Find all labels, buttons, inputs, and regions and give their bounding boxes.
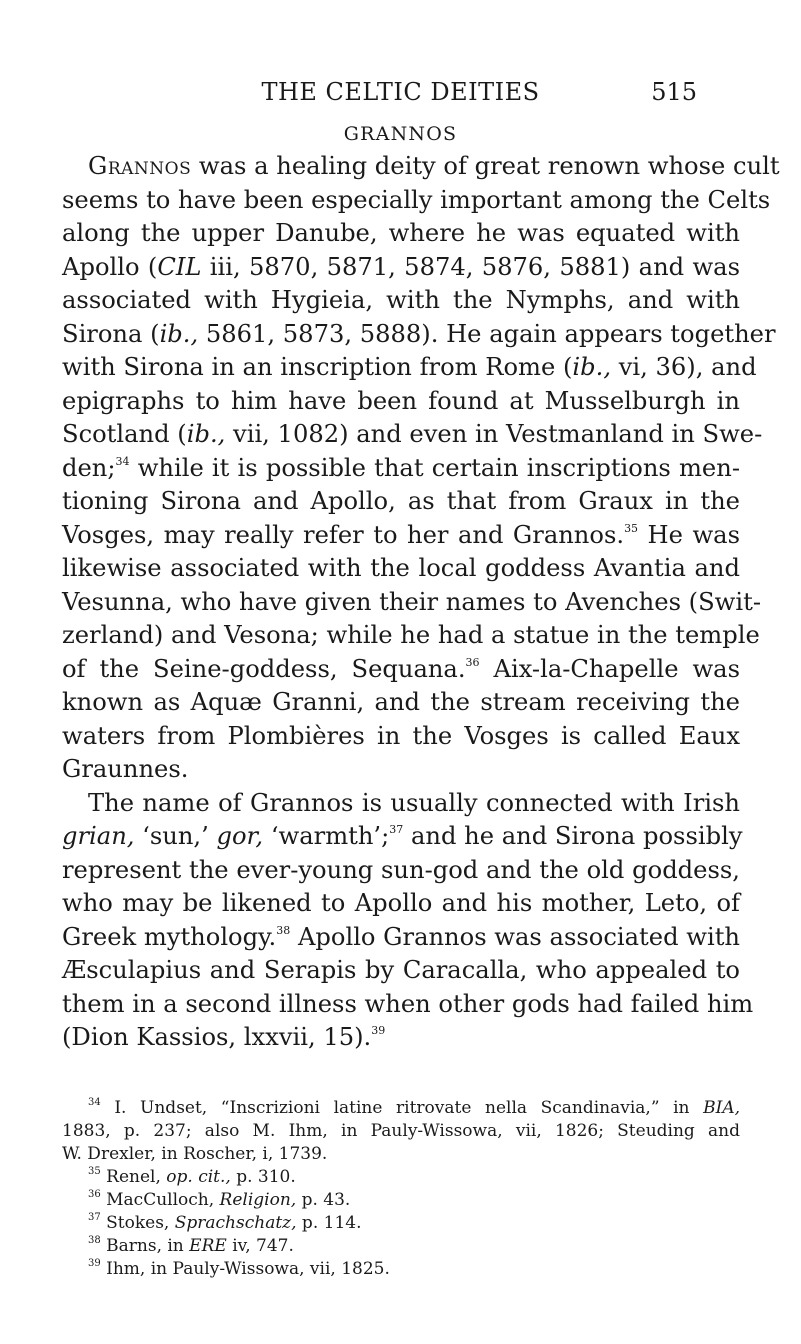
text-span: Greek mythology. xyxy=(62,922,277,951)
footnote-ref: 35 xyxy=(624,521,639,535)
footnote-35 xyxy=(62,1166,740,1189)
footnote-34 xyxy=(62,1097,740,1120)
footnote-ref: 39 xyxy=(371,1024,386,1037)
text-span: Apollo Grannos was associated with xyxy=(290,922,740,951)
footnotes xyxy=(62,1097,740,1281)
text-span: den; xyxy=(62,453,116,482)
text-line: Vesunna, who have given their names to Avenches (Swit- xyxy=(62,587,762,616)
text-span: ‘warmth’; xyxy=(263,822,390,850)
text-span: Sirona ( xyxy=(62,319,160,348)
footnote-36 xyxy=(62,1189,740,1212)
footnote-number: 35 xyxy=(88,1166,101,1177)
italic-span: CIL xyxy=(157,252,202,281)
text-line xyxy=(62,251,740,285)
text-span: Vosges, may really refer to her and Grannos. xyxy=(62,520,625,549)
text-line: Graunnes. xyxy=(62,755,189,783)
section-title: GRANNOS xyxy=(343,123,458,145)
text-span: Renel, xyxy=(100,1167,167,1187)
text-span: 5861, 5873, 5888). He again appears together xyxy=(198,319,776,348)
text-span: Stokes, xyxy=(100,1213,175,1233)
text-span: Barns, in xyxy=(100,1236,190,1256)
text-span: Apollo ( xyxy=(62,252,158,281)
running-title: THE CELTIC DEITIES xyxy=(261,78,540,106)
text-span: with Sirona in an inscription from Rome ( xyxy=(62,353,573,381)
italic-span: ib., xyxy=(572,353,612,381)
footnote-38 xyxy=(62,1235,740,1258)
text-line xyxy=(62,418,763,452)
footnote-34-line-2: 1883, p. 237; also M. Ihm, in Pauly-Wissowa, vii, 1826; Steuding and xyxy=(62,1121,740,1141)
text-line: zerland) and Vesona; while he had a statue in the temple xyxy=(62,621,760,649)
italic-span: gor, xyxy=(216,822,264,850)
text-span: Scotland ( xyxy=(62,420,187,448)
footnote-ref: 34 xyxy=(115,454,130,468)
text-line: The name of Grannos is usually connected with Irish xyxy=(88,788,740,817)
text-span: I. Undset, “Inscrizioni latine ritrovate nella Scandinavia,” in xyxy=(100,1098,704,1118)
footnote-number: 36 xyxy=(88,1189,101,1200)
text-line xyxy=(62,921,740,955)
text-span: vii, 1082) and even in Vestmanland in Swe- xyxy=(225,420,763,448)
footnote-34-line-3: W. Drexler, in Roscher, i, 1739. xyxy=(62,1144,328,1164)
text-line: tioning Sirona and Apollo, as that from Graux in the xyxy=(62,487,740,515)
text-span: He was xyxy=(638,520,740,549)
text-line: Æsculapius and Serapis by Caracalla, who appealed to xyxy=(62,956,740,984)
text-line xyxy=(62,351,757,385)
page-number: 515 xyxy=(651,78,697,106)
footnote-37 xyxy=(62,1212,740,1235)
text-line: waters from Plombières in the Vosges is called Eaux xyxy=(62,721,740,750)
text-span: Ihm, in Pauly-Wissowa, vii, 1825. xyxy=(100,1259,390,1279)
lead-word: Grannos xyxy=(88,152,192,180)
footnote-number: 39 xyxy=(88,1258,101,1269)
text-line: them in a second illness when other gods had failed him xyxy=(62,989,754,1018)
main-text xyxy=(62,150,780,1055)
text-span: p. 114. xyxy=(296,1213,362,1233)
footnote-ref: 38 xyxy=(276,923,291,937)
italic-span: ERE xyxy=(189,1236,227,1256)
text-span: p. 43. xyxy=(296,1190,351,1210)
text-line xyxy=(62,1021,740,1055)
text-line: who may be likened to Apollo and his mother, Leto, of xyxy=(62,889,740,917)
text-line xyxy=(62,519,740,553)
text-span: vi, 36), and xyxy=(611,353,757,381)
footnote-number: 34 xyxy=(88,1097,101,1108)
text-line: represent the ever-young sun-god and the old goddess, xyxy=(62,855,740,884)
italic-span: Religion, xyxy=(219,1190,297,1210)
text-line: known as Aquæ Granni, and the stream receiving the xyxy=(62,688,740,716)
text-line xyxy=(62,318,776,352)
text-span: was a healing deity of great renown whose cult xyxy=(191,152,780,180)
text-span: of the Seine-goddess, Sequana. xyxy=(62,654,466,683)
italic-span: Sprachschatz, xyxy=(174,1213,297,1233)
text-span: iv, 747. xyxy=(226,1236,294,1256)
text-span: iii, 5870, 5871, 5874, 5876, 5881) and was xyxy=(201,252,741,281)
text-line xyxy=(62,653,740,687)
italic-span: ib., xyxy=(159,319,199,348)
text-span: and he and Sirona possibly xyxy=(403,822,743,850)
footnote-ref: 37 xyxy=(389,823,404,836)
italic-span: BIA, xyxy=(703,1098,740,1118)
running-header xyxy=(0,78,801,114)
text-line: likewise associated with the local goddess Avantia and xyxy=(62,554,740,582)
text-span: MacCulloch, xyxy=(100,1190,220,1210)
italic-span: grian, xyxy=(62,822,135,850)
footnote-39 xyxy=(62,1258,740,1281)
italic-span: op. cit., xyxy=(166,1167,231,1187)
text-line xyxy=(62,150,780,184)
text-span: Aix-la-Chapelle was xyxy=(479,654,740,683)
text-span: (Dion Kassios, lxxvii, 15). xyxy=(62,1023,372,1051)
text-span: ‘sun,’ xyxy=(134,822,217,850)
text-span: while it is possible that certain inscriptions men- xyxy=(129,453,740,482)
footnote-ref: 36 xyxy=(465,655,480,669)
footnote-number: 38 xyxy=(88,1235,101,1246)
text-line: along the upper Danube, where he was equated with xyxy=(62,219,740,247)
text-span: p. 310. xyxy=(230,1167,296,1187)
text-line: seems to have been especially important among the Celts xyxy=(62,185,771,214)
text-line: associated with Hygieia, with the Nymphs, and with xyxy=(62,286,740,314)
footnote-number: 37 xyxy=(88,1212,101,1223)
text-line: epigraphs to him have been found at Musselburgh in xyxy=(62,386,740,415)
text-line xyxy=(62,820,743,854)
italic-span: ib., xyxy=(186,420,226,448)
text-line xyxy=(62,452,740,486)
